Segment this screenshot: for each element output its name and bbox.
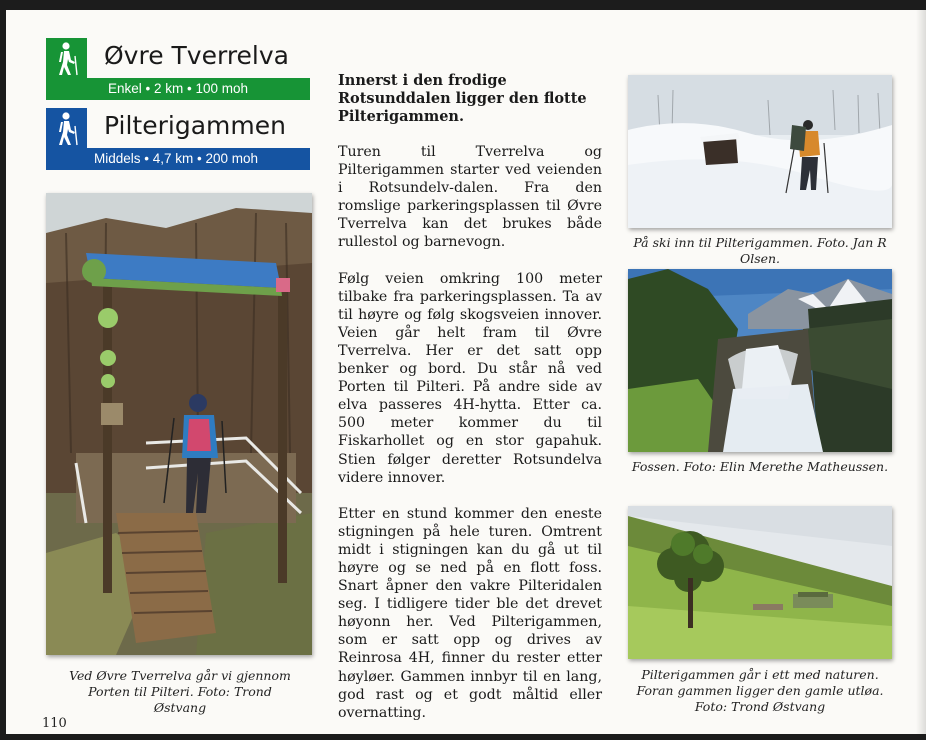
article-paragraph: Følg veien omkring 100 meter tilbake fra parkeringsplassen. Ta av til høyre og følg skogsveien innover. Veien går helt fram til Øvre Tverrelva. Her er det satt opp benker og bord. Du står nå ved Porten til Pilteri. På andre side av elva passeres 4H-hytta. Etter ca. 500 meter kommer du til Fiskarhollet og en stor gapahuk. Stien følger deretter Rotsundelva videre innover.	[338, 270, 602, 486]
article-paragraph: Etter en stund kommer den eneste stigningen på hele turen. Omtrent midt i stigningen kan du gå ut til høyre og se ned på en flott foss. Snart åpner den vakre Pilteridalen seg. I tidligere tider ble det drevet høyonn her. Ved Pilterigammen, som er satt opp og drives av Reinrosa 4H, finner du rester etter høyløer. Gammen innbyr til en lang, god rast og et godt måltid eller overnatting.	[338, 505, 602, 721]
waterfall-photo-caption: Fossen. Foto: Elin Merethe Matheussen.	[631, 459, 889, 474]
gate-photo-caption: Ved Øvre Tverrelva går vi gjennom Porten til Pilteri. Foto: Trond Østvang	[69, 668, 291, 715]
article-heading: Innerst i den frodige Rotsunddalen ligger den flotte Pilterigammen.	[338, 72, 587, 125]
ski-photo-caption: På ski inn til Pilterigammen. Foto. Jan R Olsen.	[633, 235, 887, 266]
route-details: Enkel • 2 km • 100 moh	[46, 78, 310, 100]
book-page	[6, 10, 926, 734]
route-title: Pilterigammen	[104, 111, 286, 140]
waterfall-photo	[628, 269, 892, 452]
page-number: 110	[42, 716, 67, 731]
ski-photo	[628, 75, 892, 228]
route-details: Middels • 4,7 km • 200 moh	[46, 148, 310, 170]
article-body	[338, 72, 602, 740]
meadow-photo-caption: Pilterigammen går i ett med naturen. Foran gammen ligger den gamle utløa. Foto: Trond Østvang	[636, 667, 884, 714]
hiker-icon	[46, 108, 87, 149]
route-title: Øvre Tverrelva	[104, 41, 289, 70]
gate-photo	[46, 193, 312, 655]
hiker-icon	[46, 38, 87, 79]
meadow-photo	[628, 506, 892, 659]
article-paragraph: Turen til Tverrelva og Pilterigammen starter ved veienden i Rotsundelv-dalen. Fra den romslige parkeringsplassen til Øvre Tverrelva kan det brukes både rullestol og barnevogn.	[338, 144, 602, 251]
page-gutter-shadow	[916, 10, 926, 734]
